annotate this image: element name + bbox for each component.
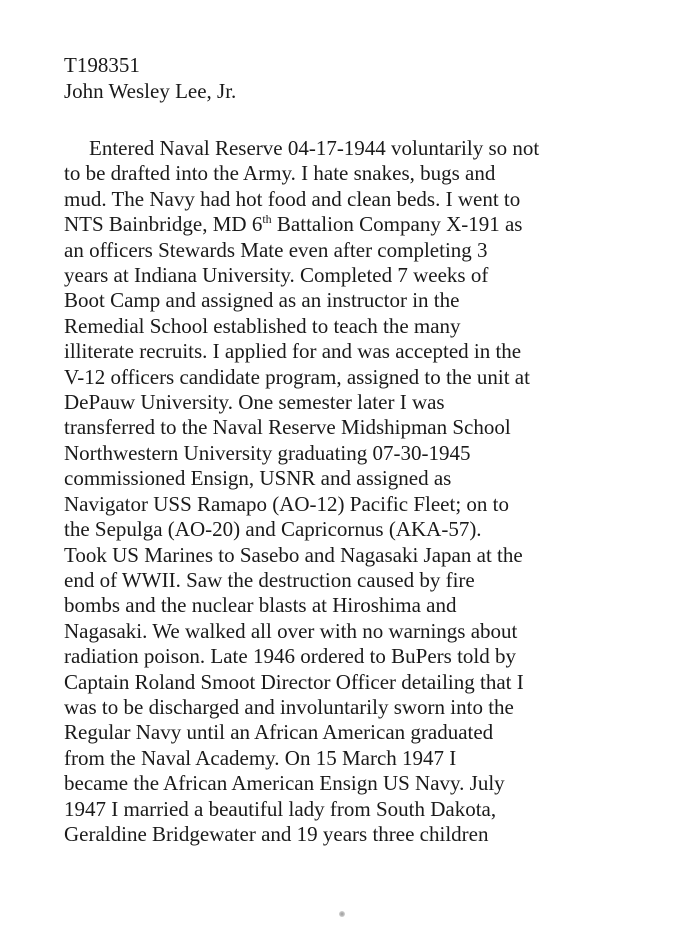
text-line: transferred to the Naval Reserve Midshipman School: [64, 415, 511, 440]
text-line: Took US Marines to Sasebo and Nagasaki Japan at the: [64, 542, 523, 567]
text-line: an officers Stewards Mate even after completing 3: [64, 237, 488, 262]
text-line: Nagasaki. We walked all over with no warnings about: [64, 618, 518, 643]
text-line: mud. The Navy had hot food and clean beds. I went to: [64, 186, 521, 211]
text-line: became the African American Ensign US Navy. July: [64, 771, 505, 796]
text-line: Geraldine Bridgewater and 19 years three children: [64, 821, 489, 846]
biography-paragraph: [64, 136, 664, 847]
text-line: to be drafted into the Army. I hate snakes, bugs and: [64, 161, 496, 186]
text-line: was to be discharged and involuntarily sworn into the: [64, 694, 514, 719]
text-line: Boot Camp and assigned as an instructor in the: [64, 288, 460, 313]
ordinal-superscript: th: [262, 212, 272, 227]
text-line: bombs and the nuclear blasts at Hiroshima and: [64, 593, 457, 618]
text-line: commissioned Ensign, USNR and assigned as: [64, 466, 452, 491]
text-line: 1947 I married a beautiful lady from South Dakota,: [64, 796, 497, 821]
text-line: years at Indiana University. Completed 7 weeks of: [64, 263, 489, 288]
scan-speck: [339, 911, 345, 917]
text-line: Entered Naval Reserve 04-17-1944 voluntarily so not: [89, 136, 540, 160]
text-line: end of WWII. Saw the destruction caused by fire: [64, 567, 475, 592]
text-line: DePauw University. One semester later I was: [64, 390, 445, 415]
document-header: [64, 52, 236, 104]
text-line: V-12 officers candidate program, assigned to the unit at: [64, 364, 530, 389]
text-line: radiation poison. Late 1946 ordered to BuPers told by: [64, 644, 517, 669]
person-name: John Wesley Lee, Jr.: [64, 79, 237, 103]
text-line: the Sepulga (AO-20) and Capricornus (AKA-57).: [64, 517, 482, 542]
text-line: Regular Navy until an African American graduated: [64, 720, 494, 745]
text-line: Captain Roland Smoot Director Officer detailing that I: [64, 669, 524, 694]
text-line: illiterate recruits. I applied for and was accepted in the: [64, 339, 522, 364]
text-segment: NTS Bainbridge, MD 6: [64, 212, 263, 237]
record-id: T198351: [64, 53, 140, 77]
text-line: Remedial School established to teach the many: [64, 313, 461, 338]
text-line: Navigator USS Ramapo (AO-12) Pacific Fleet; on to: [64, 491, 509, 516]
text-line: from the Naval Academy. On 15 March 1947 I: [64, 745, 457, 770]
text-segment: Battalion Company X-191 as: [271, 212, 523, 237]
text-line-with-superscript: [64, 212, 664, 237]
text-line: Northwestern University graduating 07-30-1945: [64, 440, 471, 465]
